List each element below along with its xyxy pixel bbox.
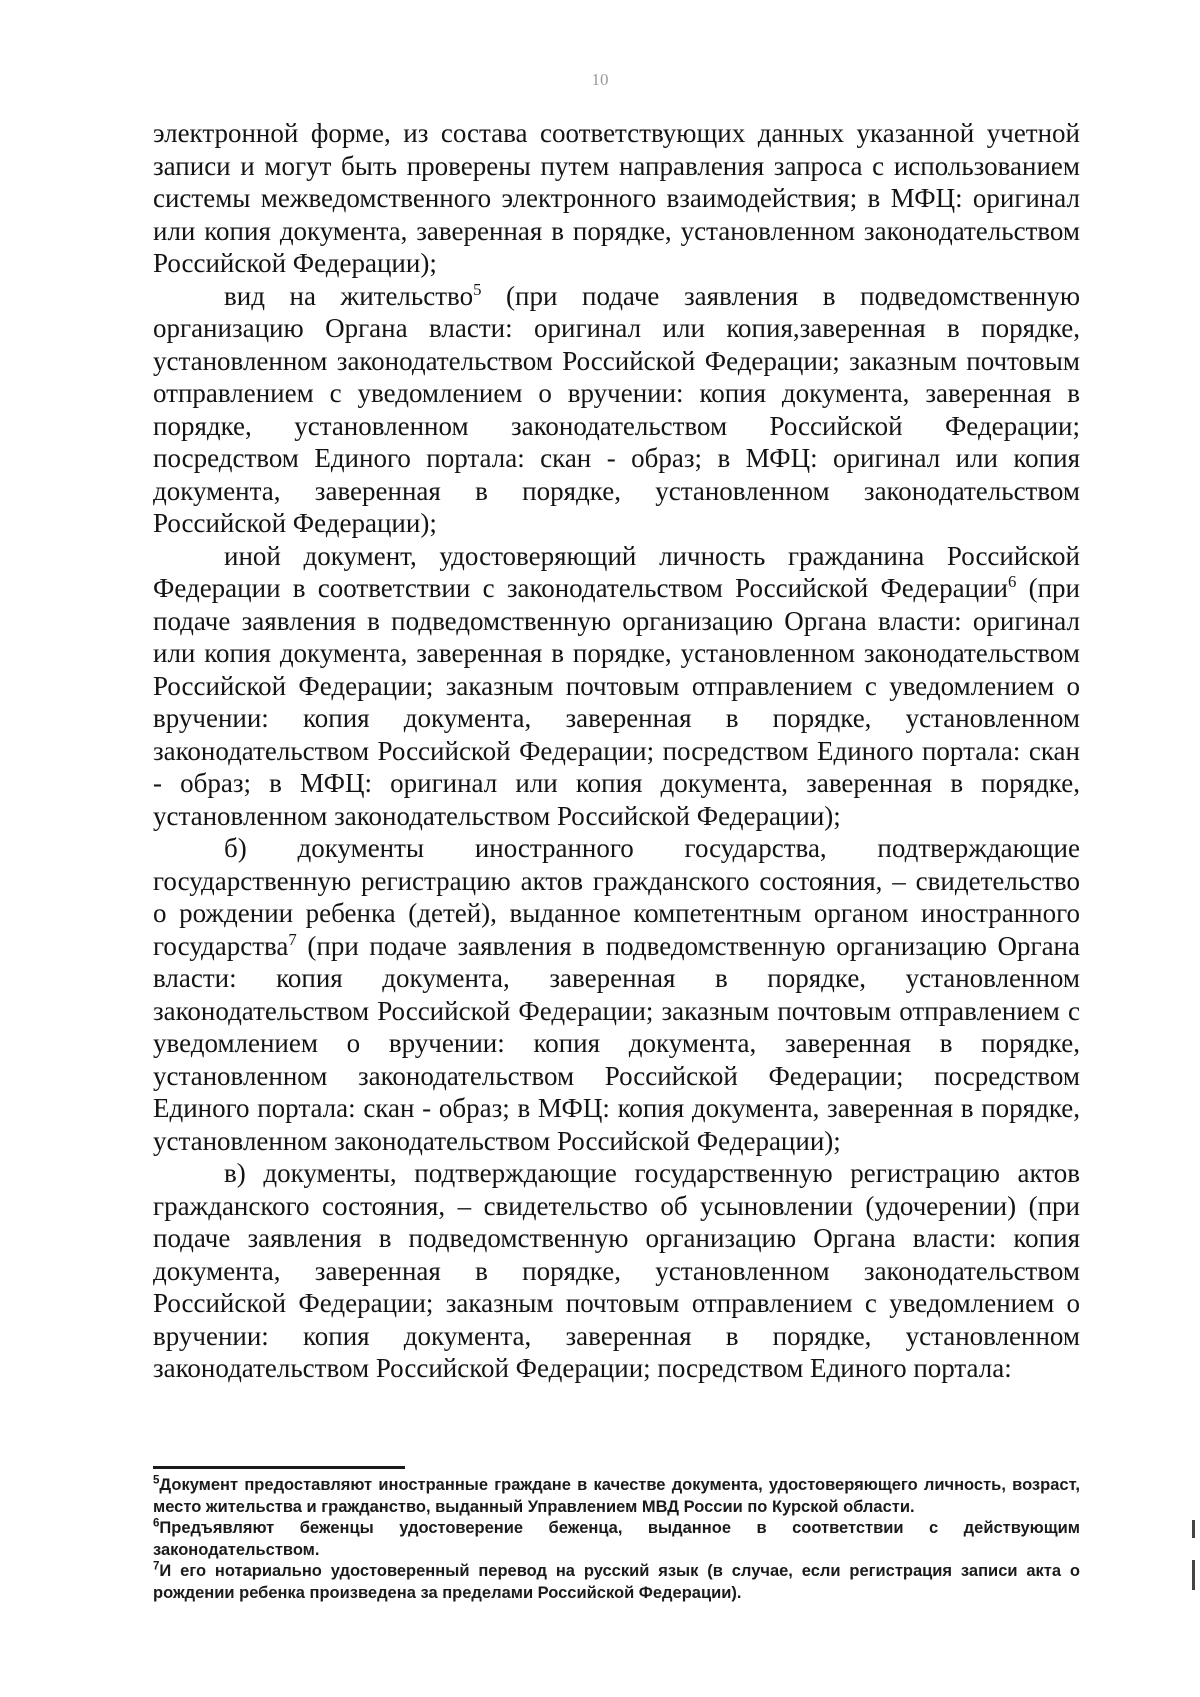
footnote-6 <box>153 1518 1080 1561</box>
paragraph-text: иной документ, удостоверяющий личность гражданина Российской Федерации в соответствии с законодательством Российской Федерации <box>153 540 1080 603</box>
footnote-mark: 5 <box>153 1474 160 1487</box>
footnote-7 <box>153 1561 1080 1604</box>
paragraph-residence-permit <box>153 280 1080 540</box>
footnote-text: Документ предоставляют иностранные граждане в качестве документа, удостоверяющего личность, возраст, место жительства и гражданство, выданный Управлением МВД России по Курской области. <box>153 1476 1080 1516</box>
paragraph-text: б) документы иностранного государства, подтверждающие государственную регистрацию актов гражданского состояния, – свидетельство о рождении ребенка (детей), выданное компетентным органом иностранного государства <box>153 833 1080 961</box>
paragraph-item-v <box>153 1157 1080 1385</box>
footnote-mark: 6 <box>153 1517 160 1530</box>
paragraph-text: электронной форме, из состава соответствующих данных указанной учетной записи и могут быть проверены путем направления запроса с использованием системы межведомственного электронного взаимодействия; в МФЦ: оригинал или копия документа, заверенная в порядке, установленном законодательством Российской Федерации); <box>153 118 1080 278</box>
footnote-separator <box>153 1466 405 1469</box>
footnote-reference: 7 <box>288 929 297 949</box>
paragraph-text: (при подаче заявления в подведомственную организацию Органа власти: оригинал или копия документа, заверенная в порядке, установленном законодательством Российской Федерации; заказным почтовым отправлением с уведомлением о вручении: копия документа, заверенная в порядке, установленном законодательством Российской Федерации; посредством Единого портала: скан - образ; в МФЦ: оригинал или копия документа, заверенная в порядке, установленном законодательством Российской Федерации); <box>153 573 1081 831</box>
footnote-reference: 5 <box>473 279 482 299</box>
footnote-5 <box>153 1475 1080 1518</box>
page-number: 10 <box>591 70 609 89</box>
footnote-text: Предъявляют беженцы удостоверение беженца, выданное в соответствии с действующим законодательством. <box>153 1519 1080 1559</box>
paragraph-item-b <box>153 832 1080 1157</box>
paragraph-text: (при подаче заявления в подведомственную организацию Органа власти: копия документа, заверенная в порядке, установленном законодательством Российской Федерации; заказным почтовым отправлением с уведомлением о вручении: копия документа, заверенная в порядке, установленном законодательством Российской Федерации; посредством Единого портала: скан - образ; в МФЦ: копия документа, заверенная в порядке, установленном законодательством Российской Федерации); <box>153 930 1080 1156</box>
paragraph-text: вид на жительство <box>224 280 474 311</box>
scan-edge-mark <box>1192 1560 1195 1590</box>
footnote-reference: 6 <box>1007 572 1017 591</box>
paragraph-other-identity-document <box>153 540 1080 833</box>
footnotes <box>153 1475 1080 1604</box>
paragraph-text: в) документы, подтверждающие государственную регистрацию актов гражданского состояния, – свидетельство об усыновлении (удочерении) (при подаче заявления в подведомственную организацию Органа власти: копия документа, заверенная в порядке, установленном законодательством Российской Федерации; заказным почтовым отправлением с уведомлением о вручении: копия документа, заверенная в порядке, установленном законодательством Российской Федерации; посредством Единого портала: <box>153 1158 1080 1383</box>
paragraph-continuation <box>153 117 1080 280</box>
scan-edge-mark <box>1192 1520 1195 1538</box>
footnote-text: И его нотариально удостоверенный перевод на русский язык (в случае, если регистрация записи акта о рождении ребенка произведена за пределами Российской Федерации). <box>153 1562 1080 1602</box>
paragraph-text: (при подаче заявления в подведомственную организацию Органа власти: оригинал или копия,заверенная в порядке, установленном законодательством Российской Федерации; заказным почтовым отправлением с уведомлением о вручении: копия документа, заверенная в порядке, установленном законодательством Российской Федерации; посредством Единого портала: скан - образ; в МФЦ: оригинал или копия документа, заверенная в порядке, установленном законодательством Российской Федерации); <box>153 280 1080 538</box>
document-body <box>153 117 1080 1385</box>
footnote-mark: 7 <box>153 1560 160 1573</box>
